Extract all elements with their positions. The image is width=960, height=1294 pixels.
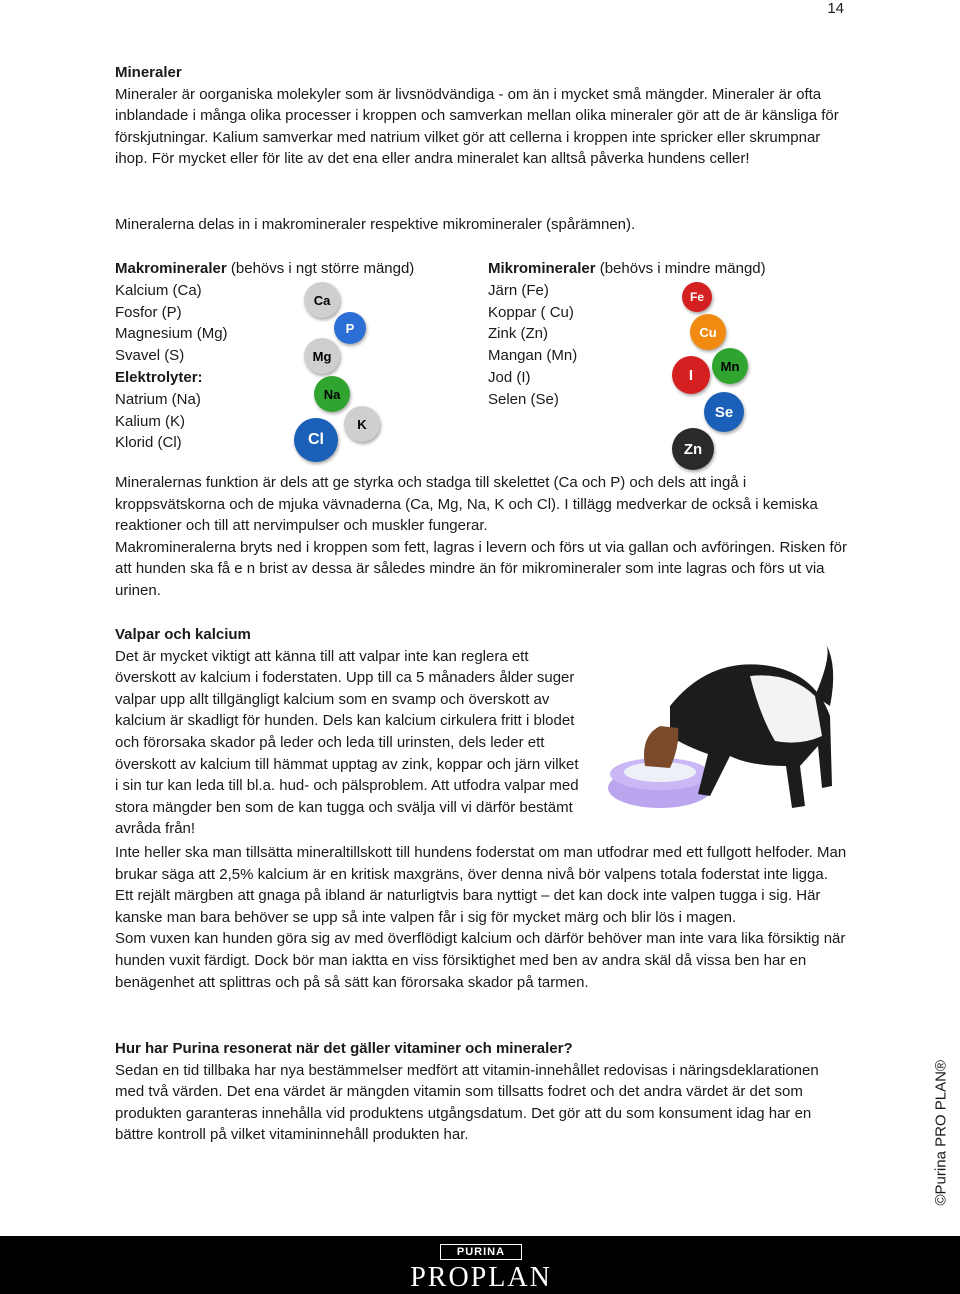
macro-item: Magnesium (Mg) <box>115 325 228 343</box>
mineral-ball-cl: Cl <box>294 418 338 462</box>
macro-subtitle: (behövs i ngt större mängd) <box>226 260 415 277</box>
page-number: 14 <box>827 0 844 17</box>
puppies-continued <box>115 842 850 993</box>
mineral-ball-mn: Mn <box>712 348 748 384</box>
copyright-text: ©Purina PRO PLAN® <box>932 1060 950 1206</box>
footer-banner <box>0 1236 960 1294</box>
purina-section <box>115 1038 850 1146</box>
electrolytes-label: Elektrolyter: <box>115 368 203 386</box>
purina-paragraph: Sedan en tid tillbaka har nya bestämmelser medfört att vitamin-innehållet redovisas i näringsdeklarationen med två värden. Det ena värdet är mängden vitamin som tillsatts fodret och det andra värdet är det som produkten garanteras innehålla vid produktens utgångsdatum. Det gör att du som konsument idag har en bättre kontroll på vilket vitamininnehåll produkten har. <box>115 1061 819 1144</box>
function-paragraph-2: Makromineralerna bryts ned i kroppen som fett, lagras i levern och förs ut via gallan och avföringen. Risken för att hunden ska få e n brist av dessa är således mindre än för mikromineraler som inte lagras och förs ut via urinen. <box>115 538 848 599</box>
micro-item: Mangan (Mn) <box>488 347 578 365</box>
mineral-ball-cu: Cu <box>690 314 726 350</box>
puppies-section <box>115 624 585 840</box>
macro-item: Fosfor (P) <box>115 303 182 321</box>
micro-item: Jod (I) <box>488 368 531 386</box>
electrolyte-item: Klorid (Cl) <box>115 434 182 452</box>
mineral-ball-se: Se <box>704 392 744 432</box>
micro-subtitle: (behövs i mindre mängd) <box>595 260 766 277</box>
macro-item: Svavel (S) <box>115 347 185 365</box>
mineral-ball-zn: Zn <box>672 428 714 470</box>
mineral-ball-mg: Mg <box>304 338 340 374</box>
puppies-heading: Valpar och kalcium <box>115 626 251 643</box>
purina-heading: Hur har Purina resonerat när det gäller vitaminer och mineraler? <box>115 1040 573 1057</box>
minerals-heading: Mineraler <box>115 64 182 81</box>
proplan-logo: PROPLAN <box>410 1262 552 1293</box>
purina-logo: PURINA <box>440 1244 522 1260</box>
mineral-ball-na: Na <box>314 376 350 412</box>
function-section <box>115 472 850 602</box>
puppies-paragraph-2: Inte heller ska man tillsätta mineraltillskott till hundens foderstat om man utfodrar med ett fullgott helfoder. Man brukar säga att 2,5% kalcium är en kritisk maxgräns, över denna nivå bör valpens totala foderstat inte ligga. Ett rejält märgben att gnaga på ibland är naturligtvis bara nyttigt – det kan dock inte valpen tugga i sig. Här kanske man bara behöver se upp så inte valpen får i sig för mycket märg och blir lös i magen. <box>115 844 847 926</box>
mineral-ball-ca: Ca <box>304 282 340 318</box>
minerals-section <box>115 62 850 170</box>
copyright-vertical <box>926 1060 950 1210</box>
micro-minerals-list <box>488 258 818 411</box>
puppy-drinking-image <box>600 636 850 822</box>
micro-item: Koppar ( Cu) <box>488 303 574 321</box>
minerals-paragraph: Mineraler är oorganiska molekyler som är livsnödvändiga - om än i mycket små mängder. Mineraler är ofta inblandade i många olika processer i kroppen och samverkan mellan olika mineraler gör att de är känsliga för förskjutningar. Kalium samverkar med natrium vilket gör att cellerna i kroppen inte spricker eller skrumpnar ihop. För mycket eller för lite av det ena eller andra mineralet kan alltså påverka hundens celler! <box>115 85 839 168</box>
mineral-ball-fe: Fe <box>682 282 712 312</box>
mineral-ball-k: K <box>344 406 380 442</box>
electrolyte-item: Kalium (K) <box>115 412 186 430</box>
micro-title: Mikromineraler <box>488 260 596 277</box>
puppies-paragraph-1: Det är mycket viktigt att känna till att valpar inte kan reglera ett överskott av kalcium i foderstaten. Upp till ca 5 månaders ålder suger valpar upp allt tillgängligt kalcium som en svamp och överskott av kalcium är skadligt för hunden. Dels kan kalcium cirkulera fritt i blodet och förorsaka skador på leder och leda till urinsten, dels leder ett överskott av kalcium till hämmat upptag av zink, koppar och järn vilket i sin tur kan leda till bl.a. hud- och pälsproblem. Att utfodra valpar med stora mängder ben som de kan tugga och svälja vill vi därför bestämt avråda från! <box>115 647 579 838</box>
electrolyte-item: Natrium (Na) <box>115 390 201 408</box>
function-paragraph-1: Mineralernas funktion är dels att ge styrka och stadga till skelettet (Ca och P) och dels att ingå i kroppsvätskorna och de mjuka vävnaderna (Ca, Mg, Na, K och Cl). I tillägg medverkar de också i kemiska reaktioner och till att nervimpulser och muskler fungerar. <box>115 474 818 535</box>
micro-item: Järn (Fe) <box>488 281 549 299</box>
mineral-ball-i: I <box>672 356 710 394</box>
macro-item: Kalcium (Ca) <box>115 281 202 299</box>
minerals-split <box>115 214 850 236</box>
micro-item: Selen (Se) <box>488 390 559 408</box>
macro-title: Makromineraler <box>115 260 227 277</box>
minerals-split-text: Mineralerna delas in i makromineraler respektive mikromineraler (spårämnen). <box>115 216 636 233</box>
puppies-paragraph-3: Som vuxen kan hunden göra sig av med överflödigt kalcium och därför behöver man inte vara lika försiktig när hunden vuxit färdigt. Dock bör man iaktta en viss försiktighet med ben av andra skäl då vissa ben har en benägenhet att splittras och på så sätt kan förorsaka skador på tarmen. <box>115 930 846 991</box>
micro-item: Zink (Zn) <box>488 325 548 343</box>
mineral-ball-p: P <box>334 312 366 344</box>
